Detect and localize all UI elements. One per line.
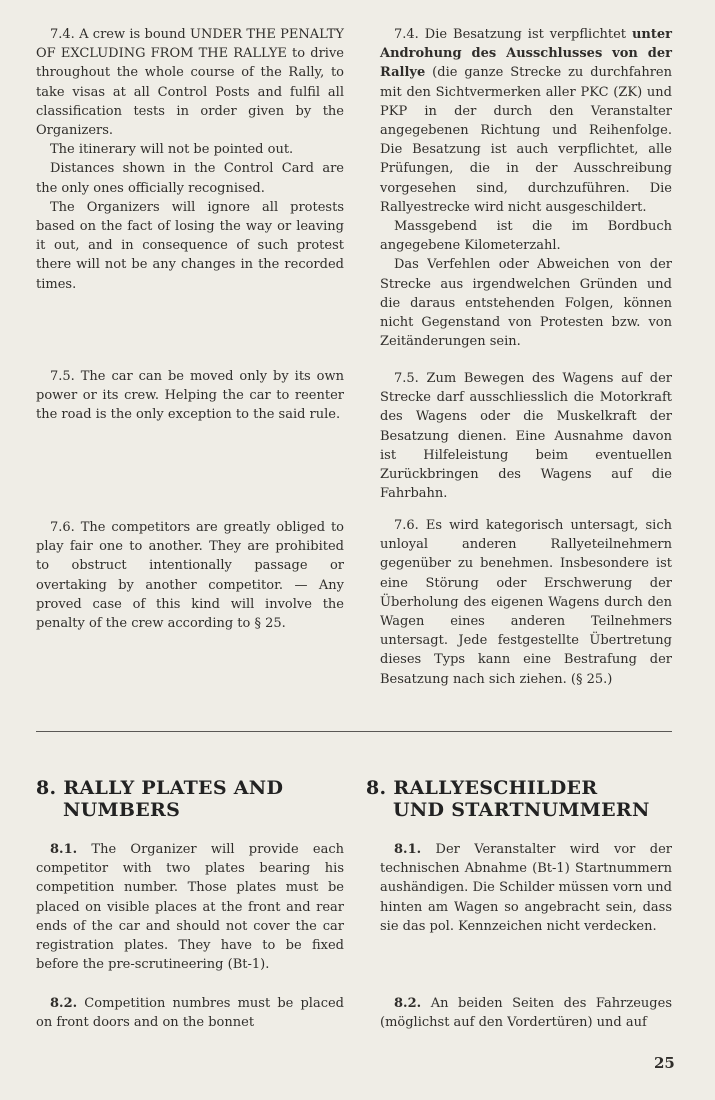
paragraph-text: The Organizers will ignore all protests based on the fact of losing the way or leaving it out, and in consequence of such protest there will not be any changes in the recorded times.: [36, 199, 344, 292]
de-section-7-5: [380, 369, 672, 503]
section-number: 7.4.: [50, 27, 75, 42]
en-section-7-5: [36, 367, 344, 425]
paragraph-text: Massgebend ist die im Bordbuch angegebene Kilometerzahl.: [380, 219, 672, 254]
section-number: 8.1.: [394, 842, 422, 857]
paragraph-text: Die Besatzung ist verpflichtet: [424, 27, 626, 42]
paragraph-text: A crew is bound UNDER THE PENALTY OF EXCLUDING FROM THE RALLYE to drive throughout the whole course of the Rally, to take visas at all Control Posts and fulfil all classification tests in order given by the Organizers.: [36, 27, 344, 139]
heading-line-1: 8. RALLYESCHILDER: [366, 777, 598, 799]
paragraph-text: Das Verfehlen oder Abweichen von der Strecke aus irgendwelchen Gründen und die daraus entstehenden Folgen, können nicht Gegenstand von Protesten bzw. von Zeitänderungen sein.: [380, 257, 672, 350]
paragraph-text: Es wird kategorisch untersagt, sich unloyal anderen Rallyeteilnehmern gegenüber zu benehmen. Insbesondere ist eine Störung oder Erschwerung der Überholung des eigenen Wagens durch den Wagen eines anderen Teilnehmers untersagt. Jede festgestellte Übertretung dieses Typs kann eine Bestrafung der Besatzung nach sich ziehen. (§ 25.): [380, 518, 672, 687]
paragraph-text: Zum Bewegen des Wagens auf der Strecke darf ausschliesslich die Motorkraft des Wagens oder die Muskelkraft der Besatzung dienen. Eine Ausnahme davon ist Hilfeleistung beim eventuellen Zurückbringen des Wagens auf die Fahrbahn.: [380, 371, 672, 502]
emphasis-text: unter Androhung des Ausschlusses von der Rallye: [380, 27, 672, 81]
de-section-7-6: [380, 516, 672, 689]
paragraph-text: Der Veranstalter wird vor der technischen Abnahme (Bt-1) Startnummern aushändigen. Die Schilder müssen vorn und hinten am Wagen so angebracht sein, dass sie das pol. Kennzeichen nicht verdecken.: [380, 842, 672, 934]
section-number: 8.2.: [50, 996, 78, 1011]
en-section-7-4: [36, 25, 344, 294]
paragraph-text: Distances shown in the Control Card are the only ones officially recognised.: [36, 161, 344, 196]
section-number: 7.6.: [394, 518, 419, 533]
de-heading-8: [366, 777, 650, 821]
paragraph-text: The itinerary will not be pointed out.: [50, 142, 294, 158]
section-divider: [36, 731, 672, 732]
paragraph-text: The Organizer will provide each competitor with two plates bearing his competition number. Those plates must be placed on visible places at the front and rear ends of the car and should not cover the car registration plates. They have to be fixed before the pre-scrutineering (Bt-1).: [36, 842, 344, 973]
section-number: 7.5.: [50, 369, 75, 384]
section-number: 8.2.: [394, 996, 422, 1011]
en-heading-8: [36, 777, 283, 821]
en-section-8-2: [36, 994, 344, 1032]
heading-line-2: NUMBERS: [63, 799, 181, 821]
en-section-7-6: [36, 518, 344, 633]
page-number: 25: [654, 1054, 675, 1072]
heading-line-1: 8. RALLY PLATES AND: [36, 777, 284, 799]
heading-line-2: UND STARTNUMMERN: [393, 799, 650, 821]
section-number: 7.5.: [394, 371, 419, 386]
de-section-7-4: [380, 25, 672, 351]
paragraph-text: The car can be moved only by its own power or its crew. Helping the car to reenter the road is the only exception to the said rule.: [36, 369, 344, 423]
en-section-8-1: [36, 840, 344, 974]
de-section-8-1: [380, 840, 672, 936]
section-number: 8.1.: [50, 842, 78, 857]
section-number: 7.6.: [50, 520, 75, 535]
section-number: 7.4.: [394, 27, 419, 42]
paragraph-text: (die ganze Strecke zu durchfahren mit den Sichtvermerken aller PKC (ZK) und PKP in der durch den Veranstalter angegebenen Richtung und Reihenfolge. Die Besatzung ist auch verpflichtet, alle Prüfungen, die in der Ausschreibung vorgesehen sind, durchzuführen. Die Rallyestrecke wird nicht ausgeschildert.: [380, 65, 672, 215]
paragraph-text: The competitors are greatly obliged to play fair one to another. They are prohibited to obstruct intentionally passage or overtaking by another competitor. — Any proved case of this kind will involve the penalty of the crew according to § 25.: [36, 520, 344, 632]
de-section-8-2: [380, 994, 672, 1032]
paragraph-text: Competition numbres must be placed on front doors and on the bonnet: [36, 996, 345, 1031]
paragraph-text: An beiden Seiten des Fahrzeuges (möglichst auf den Vordertüren) und auf: [380, 996, 672, 1031]
